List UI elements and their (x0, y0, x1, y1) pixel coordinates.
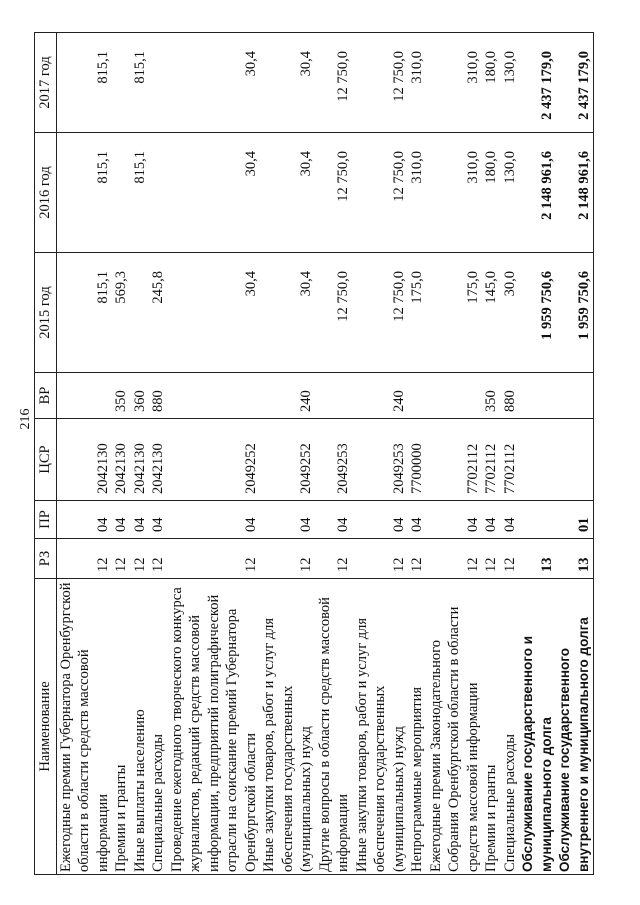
table-row (427, 33, 483, 875)
table-row (482, 33, 501, 875)
row-pr: 01 (556, 501, 594, 539)
row-name: Иные закупки товаров, работ и услуг для обеспечения государственных (муниципальных) нужд (260, 579, 316, 875)
row-value-2016: 2 148 961,6 (556, 133, 594, 253)
row-rz: 12 (260, 539, 316, 579)
row-value-2015: 30,4 (168, 253, 261, 373)
row-value-2017: 815,1 (56, 33, 112, 133)
table-row (168, 33, 261, 875)
row-name: Ежегодные премии Губернатора Оренбургской области в области средств массовой информации (56, 579, 112, 875)
row-vr (556, 373, 594, 419)
row-csr: 2049252 (168, 419, 261, 501)
row-rz: 13 (519, 539, 556, 579)
row-value-2017: 815,1 (131, 33, 150, 133)
table-row (56, 33, 112, 875)
row-value-2016: 12 750,0 (316, 133, 353, 253)
page-number: 216 (18, 408, 33, 430)
header-name: Наименование (35, 579, 57, 875)
table-row (316, 33, 353, 875)
row-value-2015: 12 750,0 (316, 253, 353, 373)
row-value-2016: 30,4 (260, 133, 316, 253)
row-csr: 7702112 (482, 419, 501, 501)
row-csr: 2049253 (316, 419, 353, 501)
row-pr: 04 (149, 501, 168, 539)
row-value-2015 (131, 253, 150, 373)
header-2017: 2017 год (35, 33, 57, 133)
row-vr: 350 (482, 373, 501, 419)
row-rz: 12 (131, 539, 150, 579)
row-pr: 04 (427, 501, 483, 539)
row-name: Проведение ежегодного творческого конкурса журналистов, редакций средств массовой информации, предприятий полиграфической отрасли на соискание премий Губернатора Оренбургской области (168, 579, 261, 875)
row-value-2017: 30,4 (168, 33, 261, 133)
row-value-2015: 175,0 (408, 253, 427, 373)
row-value-2016 (112, 133, 131, 253)
row-value-2017: 310,0 (427, 33, 483, 133)
row-name: Непрограммные мероприятия (408, 579, 427, 875)
row-vr: 880 (501, 373, 520, 419)
table-row (519, 33, 556, 875)
row-vr (519, 373, 556, 419)
row-pr: 04 (168, 501, 261, 539)
row-value-2015: 145,0 (482, 253, 501, 373)
row-value-2017: 2 437 179,0 (519, 33, 556, 133)
row-csr: 2049252 (260, 419, 316, 501)
row-pr: 04 (56, 501, 112, 539)
row-name: Специальные расходы (149, 579, 168, 875)
row-pr: 04 (482, 501, 501, 539)
row-value-2015: 245,8 (149, 253, 168, 373)
row-csr (556, 419, 594, 501)
row-pr: 04 (260, 501, 316, 539)
document-page (12, 15, 612, 895)
row-value-2016: 180,0 (482, 133, 501, 253)
header-csr: ЦСР (35, 419, 57, 501)
row-value-2016: 30,4 (168, 133, 261, 253)
row-vr: 240 (260, 373, 316, 419)
row-value-2017: 30,4 (260, 33, 316, 133)
row-value-2016: 815,1 (56, 133, 112, 253)
row-vr: 240 (353, 373, 409, 419)
row-vr (168, 373, 261, 419)
row-rz: 13 (556, 539, 594, 579)
row-value-2017: 12 750,0 (316, 33, 353, 133)
row-vr (427, 373, 483, 419)
row-csr: 2042130 (131, 419, 150, 501)
row-value-2015: 1 959 750,6 (519, 253, 556, 373)
row-value-2017: 180,0 (482, 33, 501, 133)
row-name: Ежегодные премии Законодательного Собрания Оренбургской области в области средств массовой информации (427, 579, 483, 875)
row-value-2016: 130,0 (501, 133, 520, 253)
row-value-2016: 2 148 961,6 (519, 133, 556, 253)
row-rz: 12 (501, 539, 520, 579)
row-csr: 2042130 (56, 419, 112, 501)
row-pr: 04 (353, 501, 409, 539)
table-row (149, 33, 168, 875)
row-rz: 12 (168, 539, 261, 579)
budget-table (34, 32, 594, 875)
header-rz: РЗ (35, 539, 57, 579)
header-2016: 2016 год (35, 133, 57, 253)
row-name: Специальные расходы (501, 579, 520, 875)
row-value-2017: 310,0 (408, 33, 427, 133)
row-value-2017: 2 437 179,0 (556, 33, 594, 133)
table-row (260, 33, 316, 875)
row-pr: 04 (131, 501, 150, 539)
row-value-2016: 12 750,0 (353, 133, 409, 253)
row-value-2015: 569,3 (112, 253, 131, 373)
row-value-2015: 30,4 (260, 253, 316, 373)
table-row (556, 33, 594, 875)
row-rz: 12 (112, 539, 131, 579)
row-value-2016: 310,0 (408, 133, 427, 253)
row-name: Премии и гранты (112, 579, 131, 875)
header-pr: ПР (35, 501, 57, 539)
row-rz: 12 (149, 539, 168, 579)
row-vr: 360 (131, 373, 150, 419)
row-csr: 7702112 (501, 419, 520, 501)
table-row (501, 33, 520, 875)
row-pr (519, 501, 556, 539)
header-2015: 2015 год (35, 253, 57, 373)
row-value-2015: 175,0 (427, 253, 483, 373)
row-value-2016 (149, 133, 168, 253)
row-name: Иные закупки товаров, работ и услуг для обеспечения государственных (муниципальных) нужд (353, 579, 409, 875)
row-rz: 12 (316, 539, 353, 579)
row-vr: 350 (112, 373, 131, 419)
row-csr: 2042130 (112, 419, 131, 501)
row-vr (316, 373, 353, 419)
row-pr: 04 (501, 501, 520, 539)
row-rz: 12 (408, 539, 427, 579)
row-csr: 2049253 (353, 419, 409, 501)
row-vr: 880 (149, 373, 168, 419)
row-vr (56, 373, 112, 419)
row-name: Обслуживание государственного и муниципального долга (519, 579, 556, 875)
row-csr (519, 419, 556, 501)
row-name: Обслуживание государственного внутреннего и муниципального долга (556, 579, 594, 875)
row-name: Другие вопросы в области средств массовой информации (316, 579, 353, 875)
row-rz: 12 (427, 539, 483, 579)
row-value-2015: 815,1 (56, 253, 112, 373)
row-value-2017: 130,0 (501, 33, 520, 133)
row-name: Премии и гранты (482, 579, 501, 875)
row-pr: 04 (408, 501, 427, 539)
row-csr: 7700000 (408, 419, 427, 501)
row-value-2016: 815,1 (131, 133, 150, 253)
table-header-row (35, 33, 57, 875)
row-csr: 7702112 (427, 419, 483, 501)
row-pr: 04 (316, 501, 353, 539)
row-rz: 12 (482, 539, 501, 579)
row-value-2015: 12 750,0 (353, 253, 409, 373)
row-value-2015: 1 959 750,6 (556, 253, 594, 373)
table-row (131, 33, 150, 875)
table-row (112, 33, 131, 875)
row-value-2016: 310,0 (427, 133, 483, 253)
table-row (408, 33, 427, 875)
row-rz: 12 (56, 539, 112, 579)
row-pr: 04 (112, 501, 131, 539)
header-vr: ВР (35, 373, 57, 419)
row-value-2017 (149, 33, 168, 133)
row-value-2017: 12 750,0 (353, 33, 409, 133)
row-rz: 12 (353, 539, 409, 579)
row-vr (408, 373, 427, 419)
row-name: Иные выплаты населению (131, 579, 150, 875)
row-csr: 2042130 (149, 419, 168, 501)
table-row (353, 33, 409, 875)
table-body (56, 33, 594, 875)
row-value-2015: 30,0 (501, 253, 520, 373)
row-value-2017 (112, 33, 131, 133)
